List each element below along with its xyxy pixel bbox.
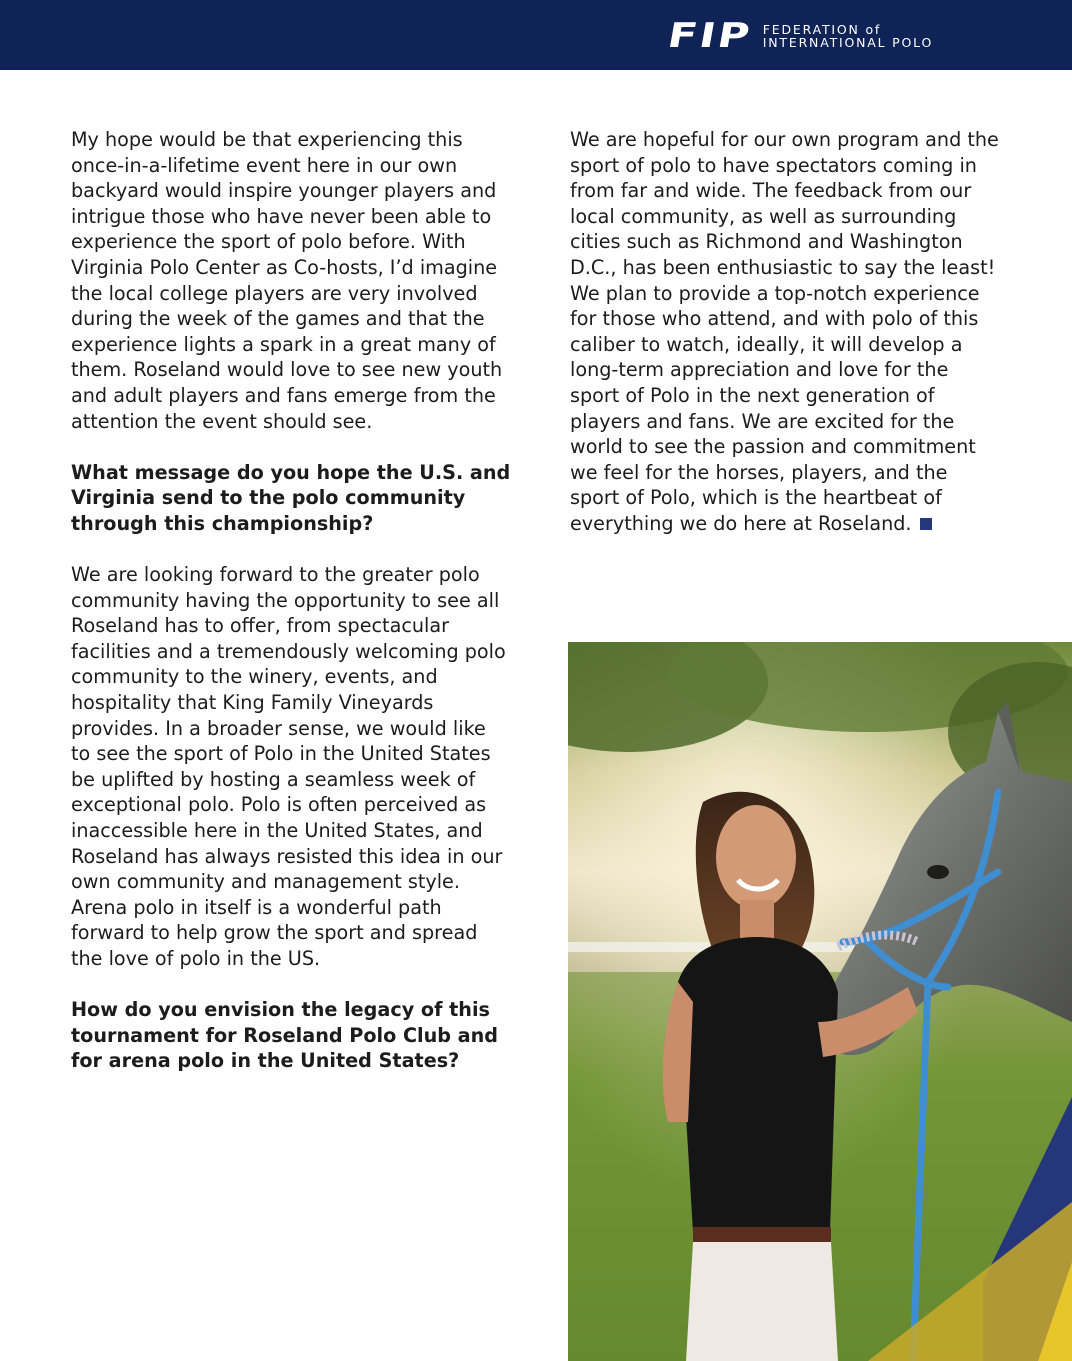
end-mark-icon: [920, 518, 932, 530]
fip-logo[interactable]: [664, 16, 934, 56]
logo-line-2: INTERNATIONAL POLO: [762, 35, 934, 50]
answer-paragraph: My hope would be that experiencing this once-in-a-lifetime event here in our own backyard would inspire younger players and intrigue those who have never been able to experience the sport of polo before. With Virginia Polo Center as Co-hosts, I’d imagine the local college players are very involved during the week of the games and that the experience lights a spark in a great many of them. Roseland would love to see new youth and adult players and fans emerge from the attention the event should see.: [71, 128, 503, 433]
answer-paragraph: [570, 127, 1000, 537]
woman-belt: [693, 1227, 831, 1243]
horse-eye: [927, 865, 949, 879]
woman-shirt: [678, 937, 838, 1232]
woman-jeans: [686, 1242, 838, 1361]
logo-line-1: FEDERATION of: [762, 22, 882, 37]
left-column: [71, 127, 511, 1100]
logo-mark: FIP: [664, 16, 756, 56]
page-header: [0, 0, 1072, 70]
woman-face: [716, 805, 796, 909]
question-heading: How do you envision the legacy of this tournament for Roseland Polo Club and for arena polo in the United States?: [71, 998, 499, 1073]
answer-paragraph: We are looking forward to the greater polo community having the opportunity to see all Roseland has to offer, from spectacular facilities and a tremendously welcoming polo community to the winery, events, and hospitality that King Family Vineyards provides. In a broader sense, we would like to see the sport of Polo in the United States be uplifted by hosting a seamless week of exceptional polo. Polo is often perceived as inaccessible here in the United States, and Roseland has always resisted this idea in our own community and management style. Arena polo in itself is a wonderful path forward to help grow the sport and spread the love of polo in the US.: [71, 563, 506, 970]
right-column: [570, 127, 1000, 562]
question-heading: What message do you hope the U.S. and Virginia send to the polo community through this championship?: [71, 460, 511, 535]
logo-text: [763, 23, 933, 49]
photo-woman-with-horse: [568, 642, 1072, 1361]
answer-text: We are hopeful for our own program and the sport of polo to have spectators coming in from far and wide. The feedback from our local community, as well as surrounding cities such as Richmond and Washington D.C., has been enthusiastic to say the least! We plan to provide a top-notch experience for those who attend, and with polo of this caliber to watch, ideally, it will develop a long-term appreciation and love for the sport of Polo in the next generation of players and fans. We are excited for the world to see the passion and commitment we feel for the horses, players, and the sport of Polo, which is the heartbeat of everything we do here at Roseland.: [570, 128, 999, 535]
